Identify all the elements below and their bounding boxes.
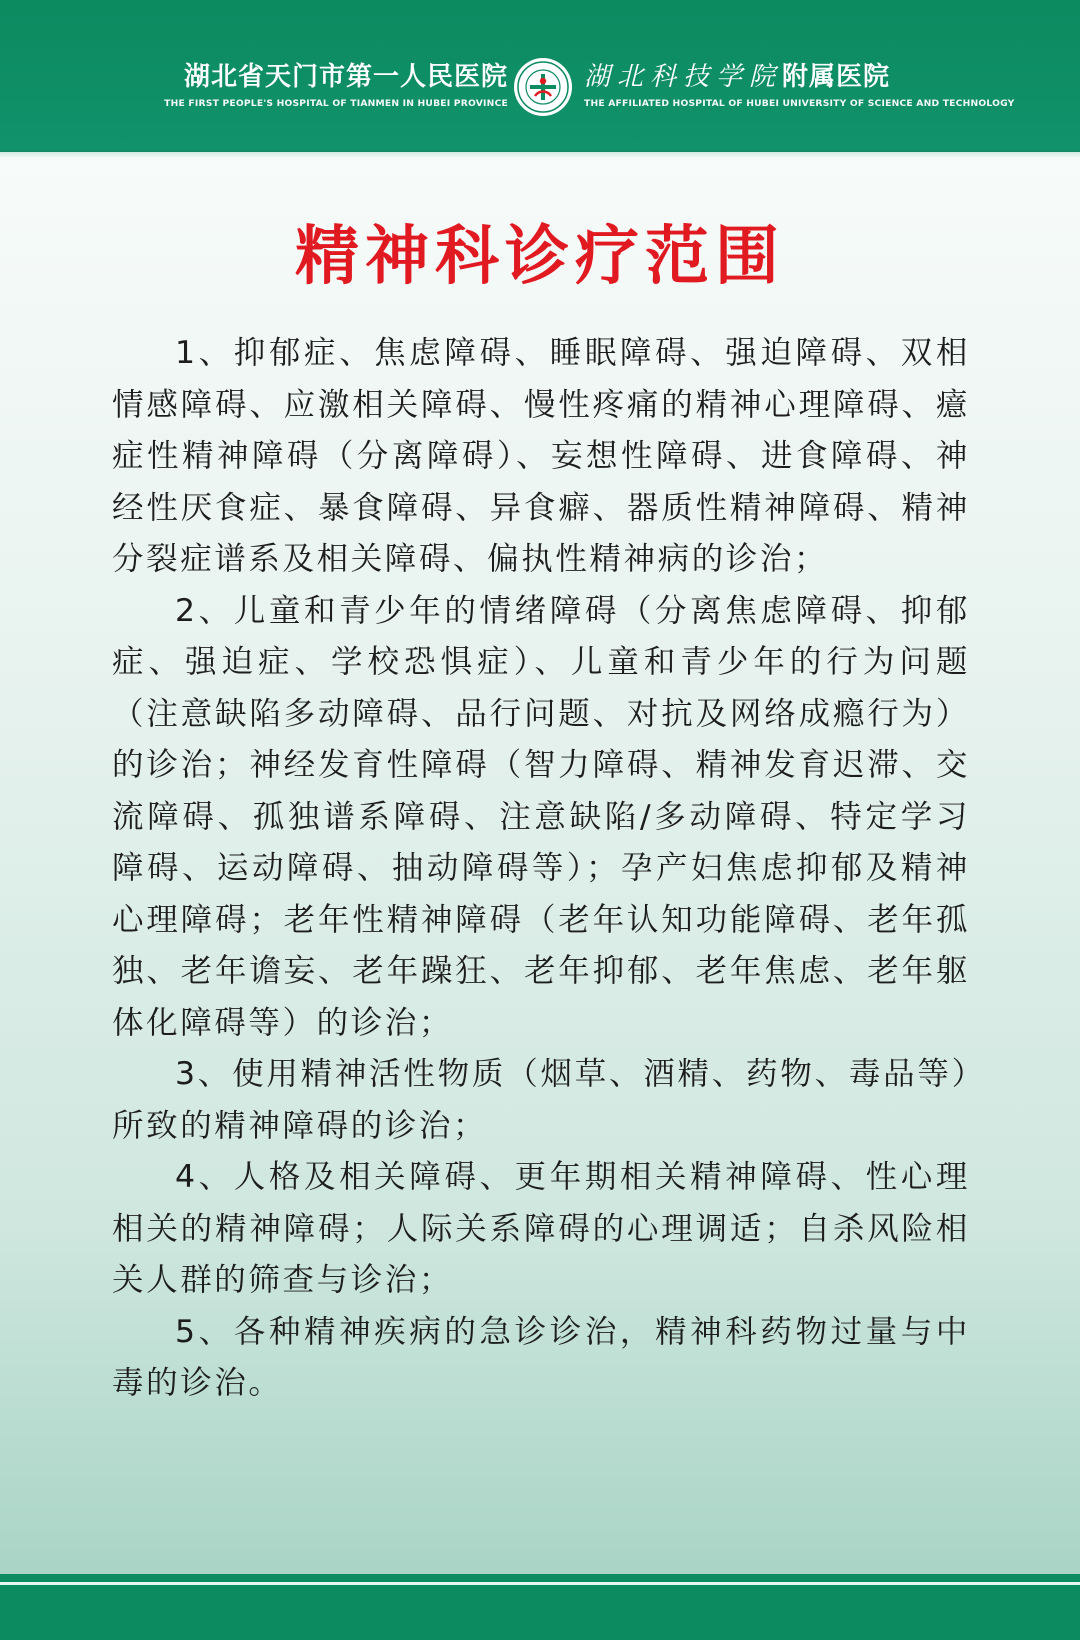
affiliated-suffix: 附属医院	[782, 62, 891, 92]
scope-item-4: 4、人格及相关障碍、更年期相关精神障碍、性心理相关的精神障碍；人际关系障碍的心理调适；自杀风险相关人群的筛查与诊治；	[112, 1159, 970, 1298]
hospital-name-right	[584, 62, 1015, 109]
affiliated-name-cn	[584, 62, 944, 92]
footer-bar	[0, 1574, 1080, 1640]
hospital-name-cn: 湖北省天门市第一人民医院	[183, 62, 508, 92]
affiliated-name-en: THE AFFILIATED HOSPITAL OF HUBEI UNIVERSITY OF SCIENCE AND TECHNOLOGY	[584, 98, 1015, 109]
scope-item-3: 3、使用精神活性物质（烟草、酒精、药物、毒品等）所致的精神障碍的诊治；	[112, 1056, 970, 1144]
hospital-name-en: THE FIRST PEOPLE'S HOSPITAL OF TIANMEN IN HUBEI PROVINCE	[164, 98, 508, 109]
scope-item-5: 5、各种精神疾病的急诊诊治，精神科药物过量与中毒的诊治。	[112, 1313, 970, 1401]
page-title: 精神科诊疗范围	[295, 220, 785, 294]
scope-list	[112, 328, 970, 1410]
scope-item-2: 2、儿童和青少年的情绪障碍（分离焦虑障碍、抑郁症、强迫症、学校恐惧症）、儿童和青少年的行为问题（注意缺陷多动障碍、品行问题、对抗及网络成瘾行为）的诊治；神经发育性障碍（智力障碍、精神发育迟滞、交流障碍、孤独谱系障碍、注意缺陷/多动障碍、特定学习障碍、运动障碍、抽动障碍等）；孕产妇焦虑抑郁及精神心理障碍；老年性精神障碍（老年认知功能障碍、老年孤独、老年谵妄、老年躁狂、老年抑郁、老年焦虑、老年躯体化障碍等）的诊治；	[112, 592, 970, 1041]
hospital-emblem-icon	[512, 56, 574, 118]
hospital-name-left	[148, 62, 508, 109]
scope-item-1: 1、抑郁症、焦虑障碍、睡眠障碍、强迫障碍、双相情感障碍、应激相关障碍、慢性疼痛的精神心理障碍、癔症性精神障碍（分离障碍）、妄想性障碍、进食障碍、神经性厌食症、暴食障碍、异食癖、器质性精神障碍、精神分裂症谱系及相关障碍、偏执性精神病的诊治；	[112, 335, 970, 577]
university-name-script: 湖北科技学院	[584, 62, 783, 92]
